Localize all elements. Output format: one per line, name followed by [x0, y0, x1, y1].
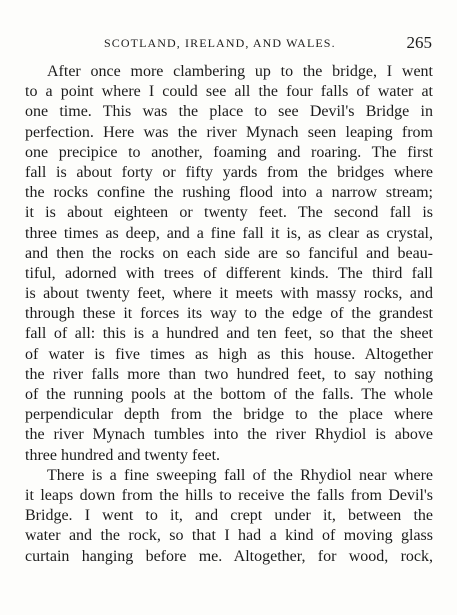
text-line: fall is about forty or fifty yards from the bridges where [25, 163, 433, 181]
text-line: it is about eighteen or twenty feet. The second fall is [25, 204, 433, 222]
text-line: one time. This was the place to see Devil's Bridge in [25, 103, 433, 121]
text-line: of water is five times as high as this house. Altogether [25, 345, 433, 363]
text-line: three hundred and twenty feet. [25, 446, 221, 464]
text-line: through these it forces its way to the edge of the grandest [25, 305, 433, 323]
running-title: SCOTLAND, IRELAND, AND WALES. [104, 36, 336, 50]
text-line: it leaps down from the hills to receive the falls from Devil's [25, 486, 433, 504]
page-number: 265 [406, 33, 432, 52]
text-line: tiful, adorned with trees of different kinds. The third fall [25, 264, 433, 282]
text-line: Bridge. I went to it, and crept under it, between the [25, 507, 433, 525]
text-line: the river Mynach tumbles into the river Rhydiol is above [25, 426, 433, 444]
paragraph-1 [25, 62, 433, 466]
text-line: curtain hanging before me. Altogether, for wood, rock, [25, 547, 433, 565]
text-line: one precipice to another, foaming and roaring. The first [25, 143, 433, 161]
body-text [25, 62, 433, 567]
text-line: perpendicular depth from the bridge to the place where [25, 406, 433, 424]
text-line: the rocks confine the rushing flood into a narrow stream; [25, 184, 433, 202]
text-line: There is a fine sweeping fall of the Rhydiol near where [47, 466, 433, 484]
text-line: fall of all: this is a hundred and ten feet, so that the sheet [25, 325, 433, 343]
running-header [0, 33, 457, 52]
text-line: three times as deep, and a fine fall it is, as clear as crystal, [25, 224, 433, 242]
paragraph-2 [25, 466, 433, 567]
text-line: of the running pools at the bottom of the falls. The whole [25, 386, 433, 403]
text-line: and then the rocks on each side are so fanciful and beau- [25, 244, 433, 262]
text-line: to a point where I could see all the four falls of water at [25, 83, 433, 101]
text-line: After once more clambering up to the bridge, I went [47, 63, 433, 80]
text-line: perfection. Here was the river Mynach seen leaping from [25, 123, 433, 141]
text-line: water and the rock, so that I had a kind of moving glass [25, 527, 433, 545]
text-line: is about twenty feet, where it meets with massy rocks, and [25, 285, 433, 303]
text-line: the river falls more than two hundred feet, to say nothing [25, 365, 433, 383]
